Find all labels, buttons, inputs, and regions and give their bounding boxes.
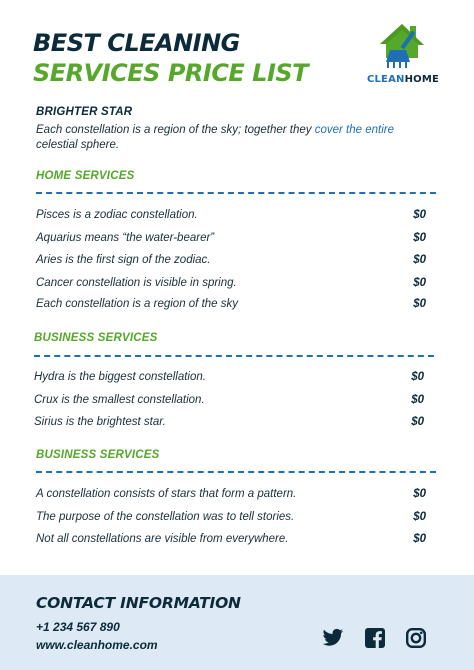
logo-text (362, 74, 444, 85)
list-item: Sirius is the brightest star. (34, 416, 166, 428)
list-item: Crux is the smallest constellation. (34, 394, 205, 406)
intro-text (36, 123, 446, 153)
list-item-price: $0 (413, 488, 426, 500)
dotted-divider (34, 355, 434, 358)
list-item: Pisces is a zodiac constellation. (36, 209, 198, 221)
list-item-price: $0 (413, 277, 426, 289)
dotted-divider (36, 192, 436, 195)
intro-text-start: Each constellation is a region of the sky; together they (36, 124, 315, 136)
twitter-icon[interactable] (322, 628, 344, 650)
list-item-price: $0 (411, 416, 424, 428)
house-squeegee-icon (376, 22, 430, 72)
cleanhome-logo (362, 22, 444, 90)
contact-title: CONTACT INFORMATION (36, 594, 241, 612)
list-item: Aquarius means “the water-bearer” (36, 232, 215, 244)
facebook-icon[interactable] (365, 628, 387, 650)
page-title (33, 28, 308, 88)
list-item: Cancer constellation is visible in spring. (36, 277, 237, 289)
list-item-price: $0 (413, 533, 426, 545)
title-line-1: BEST CLEANING (33, 29, 240, 57)
contact-phone[interactable]: +1 234 567 890 (36, 620, 120, 634)
list-item: Not all constellations are visible from everywhere. (36, 533, 289, 545)
list-item-price: $0 (411, 394, 424, 406)
section-title-business-services: BUSINESS SERVICES (34, 332, 158, 344)
list-item-price: $0 (413, 209, 426, 221)
intro-text-highlight: cover the entire (314, 124, 394, 136)
contact-website[interactable]: www.cleanhome.com (36, 638, 158, 652)
title-line-2: SERVICES PRICE LIST (33, 59, 309, 87)
list-item-price: $0 (413, 232, 426, 244)
intro-heading: BRIGHTER STAR (36, 106, 133, 118)
list-item: Hydra is the biggest constellation. (34, 371, 206, 383)
intro-text-end: celestial sphere. (36, 139, 120, 151)
list-item: Aries is the first sign of the zodiac. (36, 254, 211, 266)
list-item: The purpose of the constellation was to tell stories. (36, 511, 295, 523)
list-item-price: $0 (413, 298, 426, 310)
list-item: A constellation consists of stars that form a pattern. (36, 488, 297, 500)
list-item-price: $0 (413, 254, 426, 266)
section-title-home-services: HOME SERVICES (36, 170, 135, 182)
list-item-price: $0 (413, 511, 426, 523)
logo-text-clean: CLEAN (366, 74, 405, 85)
instagram-icon[interactable] (406, 628, 428, 650)
list-item: Each constellation is a region of the sky (36, 298, 239, 310)
logo-text-home: HOME (404, 74, 440, 85)
list-item-price: $0 (411, 371, 424, 383)
section-title-business-services-2: BUSINESS SERVICES (36, 449, 160, 461)
dotted-divider (36, 471, 436, 474)
